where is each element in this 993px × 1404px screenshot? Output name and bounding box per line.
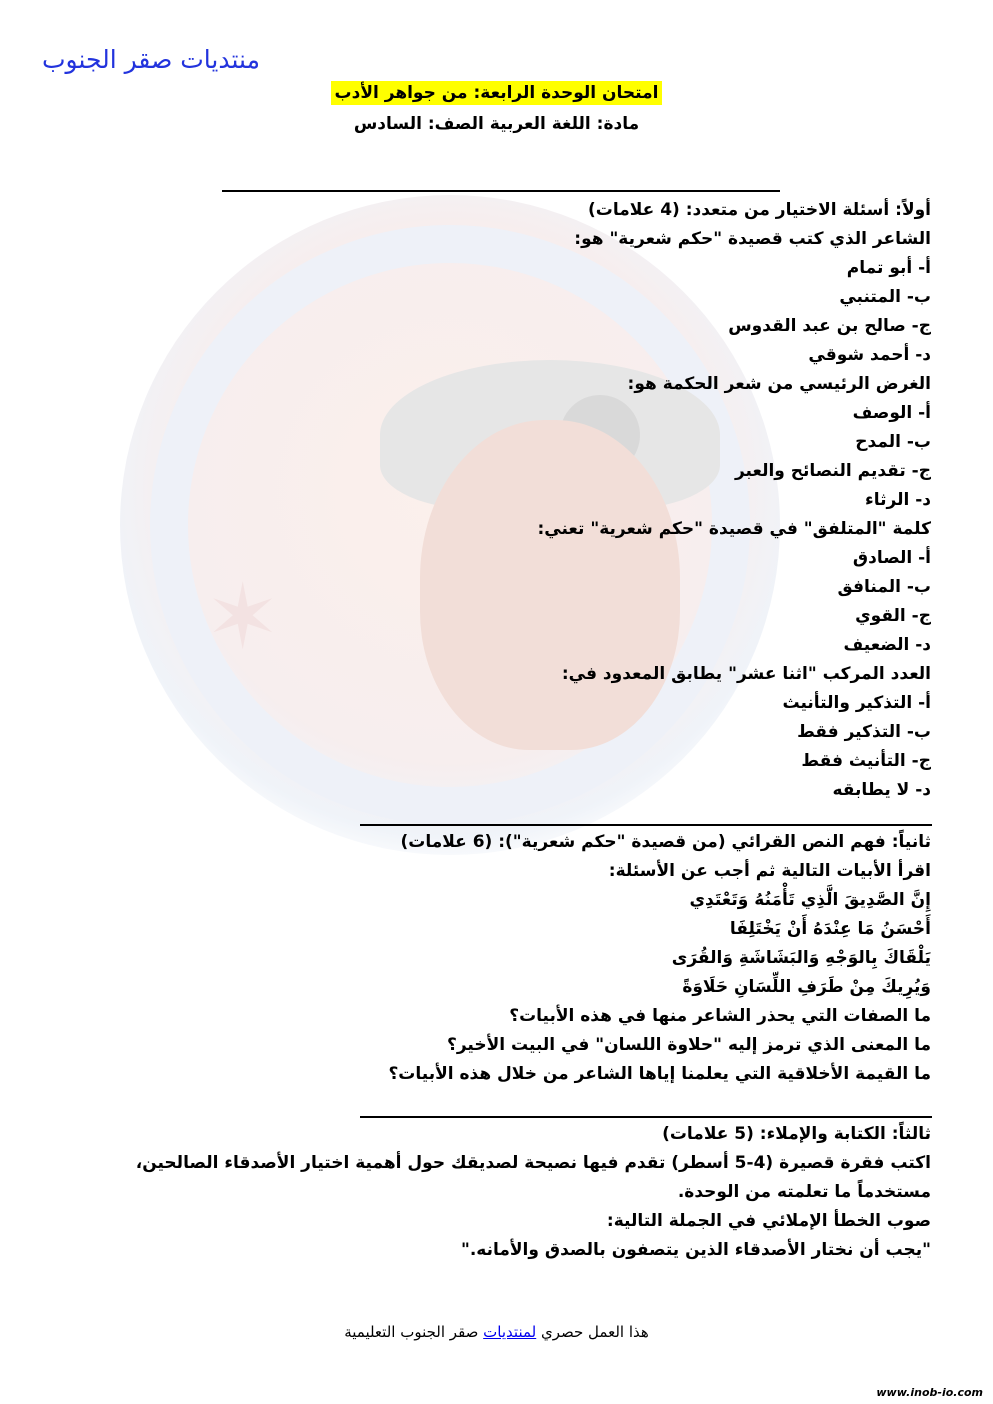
watermark-url: www.inob-io.com [876, 1386, 983, 1399]
divider [360, 1116, 932, 1118]
option: د- الضعيف [843, 635, 931, 655]
instruction-text: اكتب فقرة قصيرة (4-5 أسطر) تقدم فيها نصيحة لصديقك حول أهمية اختيار الأصدقاء الصالحين، [135, 1153, 931, 1173]
question-text: ما الصفات التي يحذر الشاعر منها في هذه الأبيات؟ [509, 1006, 931, 1026]
section-heading: أولاً: أسئلة الاختيار من متعدد: (4 علامات) [587, 200, 931, 220]
verse-line: وَيُرِيكَ مِنْ طَرَفِ اللِّسَانِ حَلَاوَةً [682, 977, 931, 997]
verse-line: أَحْسَنُ مَا عِنْدَهُ أَنْ يَخْتَلِفَا [729, 919, 931, 939]
verse-line: إِنَّ الصَّدِيقَ الَّذِي تَأْمَنُهُ وَتَعْتَدِي [689, 890, 931, 910]
sentence-to-correct: "يجب أن نختار الأصدقاء الذين يتصفون بالصدق والأمانه." [460, 1240, 931, 1260]
option: د- أحمد شوقي [808, 345, 931, 365]
question-text: ما المعنى الذي ترمز إليه "حلاوة اللسان" في البيت الأخير؟ [447, 1035, 931, 1055]
option: ب- المتنبي [839, 287, 931, 307]
question-text: ما القيمة الأخلاقية التي يعلمنا إياها الشاعر من خلال هذه الأبيات؟ [388, 1064, 931, 1084]
footer-note: هذا العمل حصري لمنتديات صقر الجنوب التعليمية [344, 1323, 649, 1341]
section-writing [136, 1120, 931, 1265]
option: أ- أبو تمام [846, 258, 931, 278]
verse-line: يَلْقَاكَ بِالوَجْهِ وَالبَشَاشَةِ وَالقُرَى [671, 948, 931, 968]
option: د- الرثاء [865, 490, 931, 510]
divider [360, 824, 932, 826]
instruction-text: اقرأ الأبيات التالية ثم أجب عن الأسئلة: [608, 861, 931, 881]
forum-link[interactable]: لمنتديات [483, 1323, 537, 1341]
section-multiple-choice [538, 196, 932, 805]
option: د- لا يطابقه [832, 780, 931, 800]
section-heading: ثالثاً: الكتابة والإملاء: (5 علامات) [662, 1124, 931, 1144]
site-name: منتديات صقر الجنوب [42, 45, 260, 74]
question-text: الشاعر الذي كتب قصيدة "حكم شعرية" هو: [574, 229, 931, 249]
option: أ- التذكير والتأنيث [782, 693, 931, 713]
divider [222, 190, 780, 192]
watermark-star-icon: ✶ [205, 565, 281, 670]
option: ج- التأنيث فقط [801, 751, 931, 771]
option: ب- المدح [855, 432, 931, 452]
question-text: العدد المركب "اثنا عشر" يطابق المعدود في: [561, 664, 931, 684]
question-text: الغرض الرئيسي من شعر الحكمة هو: [627, 374, 931, 394]
instruction-text: صوب الخطأ الإملائي في الجملة التالية: [606, 1211, 931, 1231]
option: أ- الصادق [852, 548, 931, 568]
section-heading: ثانياً: فهم النص القرائي (من قصيدة "حكم شعرية"): (6 علامات) [400, 832, 931, 852]
option: ب- المنافق [837, 577, 931, 597]
option: أ- الوصف [852, 403, 931, 423]
section-reading [388, 828, 931, 1089]
option: ج- صالح بن عبد القدوس [728, 316, 931, 336]
option: ج- تقديم النصائح والعبر [734, 461, 931, 481]
option: ب- التذكير فقط [797, 722, 931, 742]
question-text: كلمة "المتلفق" في قصيدة "حكم شعرية" تعني: [537, 519, 931, 539]
option: ج- القوي [855, 606, 931, 626]
exam-subtitle: مادة: اللغة العربية الصف: السادس [353, 114, 640, 134]
exam-title: امتحان الوحدة الرابعة: من جواهر الأدب [0, 83, 993, 103]
instruction-text: مستخدماً ما تعلمته من الوحدة. [677, 1182, 931, 1202]
